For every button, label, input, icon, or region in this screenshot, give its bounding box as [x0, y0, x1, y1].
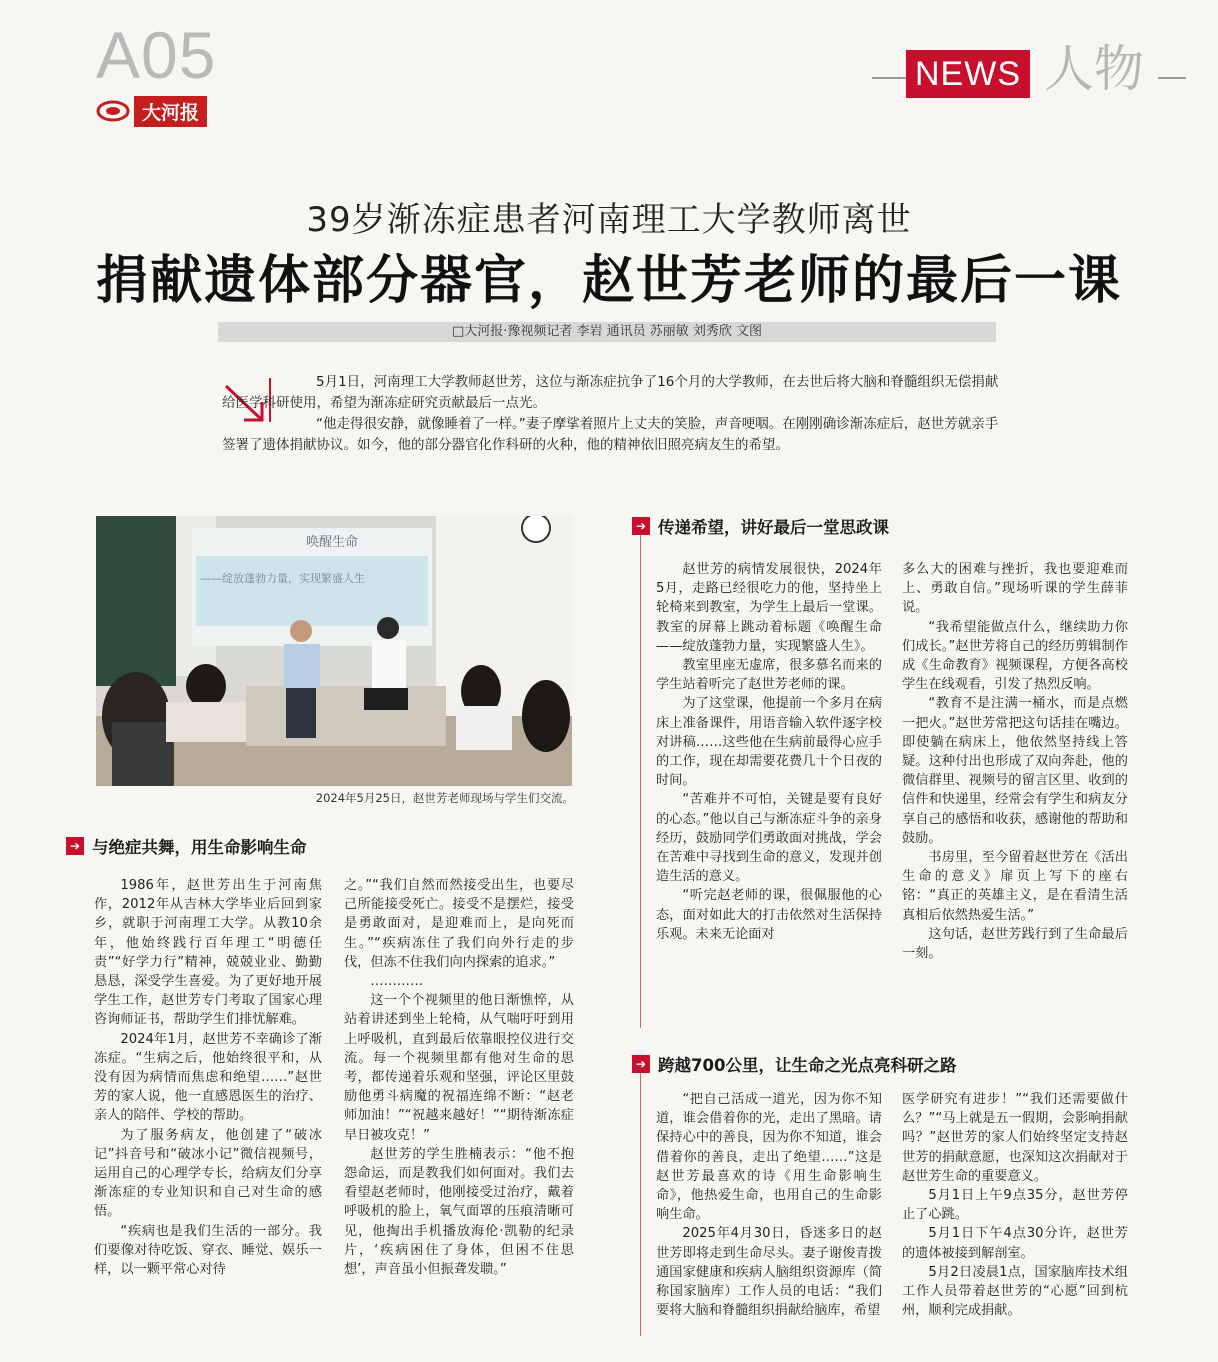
section3-column-b	[902, 1090, 1128, 1320]
section3-title: 跨越700公里，让生命之光点亮科研之路	[658, 1056, 957, 1075]
paragraph: “我希望能做点什么，继续助力你们成长。”赵世芳将自己的经历剪辑制作成《生命教育》视频课程，方便各高校学生在线观看，引发了热烈反响。	[902, 619, 1128, 693]
section-arrow-icon: ➔	[632, 1055, 650, 1073]
lead-paragraph: “他走得很安静，就像睡着了一样。”妻子摩挲着照片上丈夫的笑脸，声音哽咽。在刚刚确诊渐冻症后，赵世芳就亲手签署了遗体捐献协议。如今，他的部分器官化作科研的火种，他的精神依旧照亮病友生的希望。	[222, 416, 999, 453]
section3-heading	[632, 1052, 956, 1076]
section-arrow-icon: ➔	[66, 837, 84, 855]
paragraph: 医学研究有进步！”“我们还需要做什么？”“马上就是五一假期，会影响捐献吗？”赵世芳的家人们始终坚定支持赵世芳的捐献意愿，也深知这次捐献对于赵世芳生命的重要意义。	[902, 1092, 1128, 1184]
classroom-photo	[96, 516, 572, 786]
section1-heading	[66, 834, 307, 858]
paragraph: 2025年4月30日，昏迷多日的赵世芳即将走到生命尽头。妻子谢俊青拨通国家健康和疾病人脑组织资源库（简称国家脑库）工作人员的电话：“我们要将大脑和脊髓组织捐献给脑库，希望	[656, 1226, 882, 1319]
page-number: A05	[96, 18, 217, 92]
paragraph: 为了服务病友，他创建了“破冰记”抖音号和“破冰小记”微信视频号，运用自己的心理学专长，给病友们分享渐冻症的专业知识和自己对生命的感悟。	[94, 1127, 322, 1220]
paragraph: 5月1日上午9点35分，赵世芳停止了心跳。	[902, 1188, 1128, 1223]
paragraph: 2024年1月，赵世芳不幸确诊了渐冻症。“生病之后，他始终很平和，从没有因为病情而焦虑和绝望……”赵世芳的家人说，他一直感恩医生的治疗、亲人的陪伴、学校的帮助。	[94, 1031, 322, 1124]
section2-column-a	[656, 560, 882, 944]
paragraph: 教室里座无虚席，很多慕名而来的学生站着听完了赵世芳老师的课。	[656, 658, 882, 693]
paragraph: …………	[370, 974, 424, 990]
section-rule-left	[872, 77, 906, 79]
paragraph: 这一个个视频里的他日渐憔悴，从站着讲述到坐上轮椅，从气喘吁吁到用上呼吸机，直到最后依靠眼控仪进行交流。每一个视频里都有他对生命的思考，都传递着乐观和坚强，评论区里鼓励他勇斗病魔的祝福连绵不断：“赵老师加油！”“祝越来越好！”“期待渐冻症早日被攻克！”	[344, 993, 574, 1143]
screen-subtitle: ——绽放蓬勃力量，实现繁盛人生	[200, 572, 365, 585]
paragraph: 5月1日下午4点30分许，赵世芳的遗体被接到解剖室。	[902, 1226, 1128, 1261]
paragraph: 之。”“我们自然而然接受出生，也要尽己所能接受死亡。接受不是摆烂，接受是勇敢面对，是迎难而上，是向死而生。”“疾病冻住了我们向外行走的步伐，但冻不住我们向内探索的追求。”	[344, 878, 574, 970]
logo-wave-icon	[96, 100, 130, 122]
section-rule-right	[1158, 77, 1186, 79]
paragraph: “教育不是注满一桶水，而是点燃一把火。”赵世芳常把这句话挂在嘴边。即使躺在病床上，他依然坚持线上答疑。这种付出也形成了双向奔赴，他的微信群里、视频号的留言区里、收到的信件和快递里，经常会有学生和病友分享自己的感悟和收获，感谢他的帮助和鼓励。	[902, 696, 1128, 846]
paragraph: 这句话，赵世芳践行到了生命最后一刻。	[902, 926, 1128, 962]
paragraph: 赵世芳的病情发展很快，2024年5月，走路已经很吃力的他，坚持坐上轮椅来到教室，为学生上最后一堂课。教室的屏幕上跳动着标题《唤醒生命——绽放蓬勃力量，实现繁盛人生》。	[656, 562, 882, 654]
section2-title: 传递希望，讲好最后一堂思政课	[658, 518, 889, 537]
section2-heading	[632, 514, 889, 538]
column-rule	[640, 1066, 641, 1336]
logo-text: 大河报	[134, 96, 207, 127]
article-lead	[222, 372, 1002, 456]
section2-column-b	[902, 560, 1128, 963]
paragraph: “把自己活成一道光，因为你不知道，谁会借着你的光，走出了黑暗。请保持心中的善良，因为你不知道，谁会借着你的善良，走出了绝望……”这是赵世芳最喜欢的诗《用生命影响生命》，他热爱生命，也用自己的生命影响生命。	[656, 1092, 882, 1223]
paragraph: “苦难并不可怕，关键是要有良好的心态。”他以自己与渐冻症斗争的亲身经历，鼓励同学们勇敢面对挑战，学会在苦难中寻找到生命的意义，发现并创造生活的意义。	[656, 792, 882, 885]
paragraph: 为了这堂课，他提前一个多月在病床上准备课件，用语音输入软件逐字校对讲稿……这些他在生病前最得心应手的工作，现在却需要花费几十个日夜的时间。	[656, 696, 882, 789]
section3-column-a	[656, 1090, 882, 1320]
photo-caption: 2024年5月25日，赵世芳老师现场与学生们交流。	[315, 791, 574, 805]
paragraph: “疾病也是我们生活的一部分。我们要像对待吃饭、穿衣、睡觉、娱乐一样，以一颗平常心对待	[94, 1223, 322, 1278]
paragraph: 1986年，赵世芳出生于河南焦作，2012年从吉林大学毕业后回到家乡，就职于河南理工大学。从教10余年，他始终践行百年理工“明德任责”“好学力行”精神，兢兢业业、勤勤恳恳，深受学生喜爱。为了更好地开展学生工作，赵世芳专门考取了国家心理咨询师证书，帮助学生们排忧解难。	[94, 878, 322, 1028]
paragraph: 5月2日凌晨1点，国家脑库技术组工作人员带着赵世芳的“心愿”回到杭州，顺利完成捐献。	[902, 1264, 1128, 1319]
section1-column-b	[344, 876, 574, 1279]
screen-title: 唤醒生命	[306, 535, 359, 550]
section1-column-a	[94, 876, 322, 1279]
paragraph: 多么大的困难与挫折，我也要迎难而上、勇敢自信。”现场听课的学生薛菲说。	[902, 562, 1128, 616]
paragraph: 书房里，至今留着赵世芳在《活出生命的意义》扉页上写下的座右铭：“真正的英雄主义，是在看清生活真相后依然热爱生活。”	[902, 850, 1128, 923]
section1-title: 与绝症共舞，用生命影响生命	[92, 838, 307, 857]
article-subtitle: 39岁渐冻症患者河南理工大学教师离世	[306, 200, 912, 240]
news-badge: NEWS	[906, 50, 1030, 98]
lead-paragraph: 5月1日，河南理工大学教师赵世芳，这位与渐冻症抗争了16个月的大学教师，在去世后将大脑和脊髓组织无偿捐献给医学科研使用，希望为渐冻症研究贡献最后一点光。	[222, 374, 999, 411]
byline: □大河报·豫视频记者 李岩 通讯员 苏丽敏 刘秀欣 文图	[218, 322, 996, 342]
article-headline: 捐献遗体部分器官，赵世芳老师的最后一课	[95, 250, 1122, 311]
section-arrow-icon: ➔	[632, 517, 650, 535]
newspaper-logo	[96, 96, 207, 126]
section-name: 人物	[1044, 40, 1144, 98]
paragraph: 赵世芳的学生胜楠表示：“他不抱怨命运，而是教我们如何面对。我们去看望赵老师时，他刚接受过治疗，戴着呼吸机的脸上，氧气面罩的压痕清晰可见，他掏出手机播放海伦·凯勒的纪录片，‘疾病困住了身体，但困不住思想’，声音虽小但振聋发聩。”	[344, 1146, 574, 1278]
paragraph: “听完赵老师的课，很佩服他的心态，面对如此大的打击依然对生活保持乐观。未来无论面对	[656, 888, 882, 942]
column-rule	[640, 528, 641, 1028]
